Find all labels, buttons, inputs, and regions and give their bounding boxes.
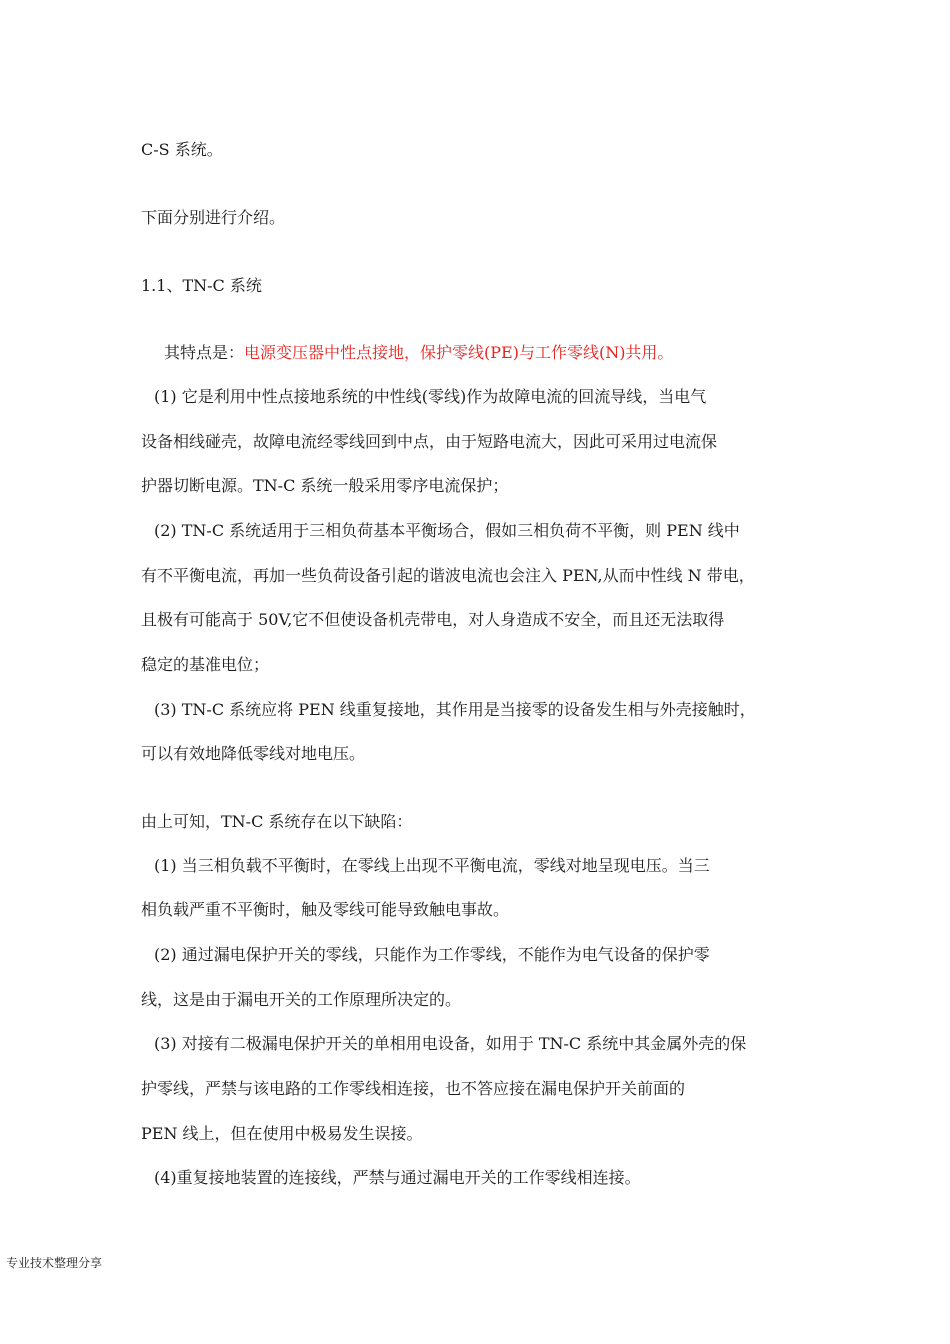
text-line: 下面分别进行介绍。 xyxy=(141,208,286,227)
section-heading: 1.1、TN-C 系统 xyxy=(141,276,262,295)
text-line: 可以有效地降低零线对地电压。 xyxy=(141,744,366,763)
text-line: 有不平衡电流，再加一些负荷设备引起的谐波电流也会注入 PEN,从而中性线 N 带电， xyxy=(141,566,755,585)
text-line: (2) TN-C 系统适用于三相负荷基本平衡场合，假如三相负荷不平衡，则 PEN 线中 xyxy=(154,521,740,540)
feature-highlight: 电源变压器中性点接地，保护零线(PE)与工作零线(N)共用。 xyxy=(244,343,674,362)
text-line: 由上可知，TN-C 系统存在以下缺陷： xyxy=(141,812,413,831)
text-line: (1) 它是利用中性点接地系统的中性线(零线)作为故障电流的回流导线，当电气 xyxy=(154,387,707,406)
text-line: 护零线，严禁与该电路的工作零线相连接，也不答应接在漏电保护开关前面的 xyxy=(141,1079,686,1098)
text-line: (1) 当三相负载不平衡时，在零线上出现不平衡电流，零线对地呈现电压。当三 xyxy=(154,856,710,875)
text-line: C-S 系统。 xyxy=(141,140,223,159)
text-line: 设备相线碰壳，故障电流经零线回到中点，由于短路电流大，因此可采用过电流保 xyxy=(141,432,718,451)
text-line: 且极有可能高于 50V,它不但使设备机壳带电，对人身造成不安全，而且还无法取得 xyxy=(141,610,725,629)
text-line: PEN 线上，但在使用中极易发生误接。 xyxy=(141,1124,423,1143)
text-line: (4)重复接地装置的连接线，严禁与通过漏电开关的工作零线相连接。 xyxy=(154,1168,641,1187)
text-line: (2) 通过漏电保护开关的零线，只能作为工作零线，不能作为电气设备的保护零 xyxy=(154,945,710,964)
text-line: 稳定的基准电位； xyxy=(141,655,270,674)
text-line: 护器切断电源。TN-C 系统一般采用零序电流保护； xyxy=(141,476,509,495)
text-line: (3) 对接有二极漏电保护开关的单相用电设备，如用于 TN-C 系统中其金属外壳的保 xyxy=(154,1034,747,1053)
text-line: 线，这是由于漏电开关的工作原理所决定的。 xyxy=(141,990,462,1009)
text-line: 相负载严重不平衡时，触及零线可能导致触电事故。 xyxy=(141,900,510,919)
page-footer: 专业技术整理分享 xyxy=(6,1256,103,1270)
text-line: (3) TN-C 系统应将 PEN 线重复接地，其作用是当接零的设备发生相与外壳接触时， xyxy=(154,700,756,719)
feature-label: 其特点是： xyxy=(164,343,245,362)
feature-line xyxy=(164,343,673,363)
